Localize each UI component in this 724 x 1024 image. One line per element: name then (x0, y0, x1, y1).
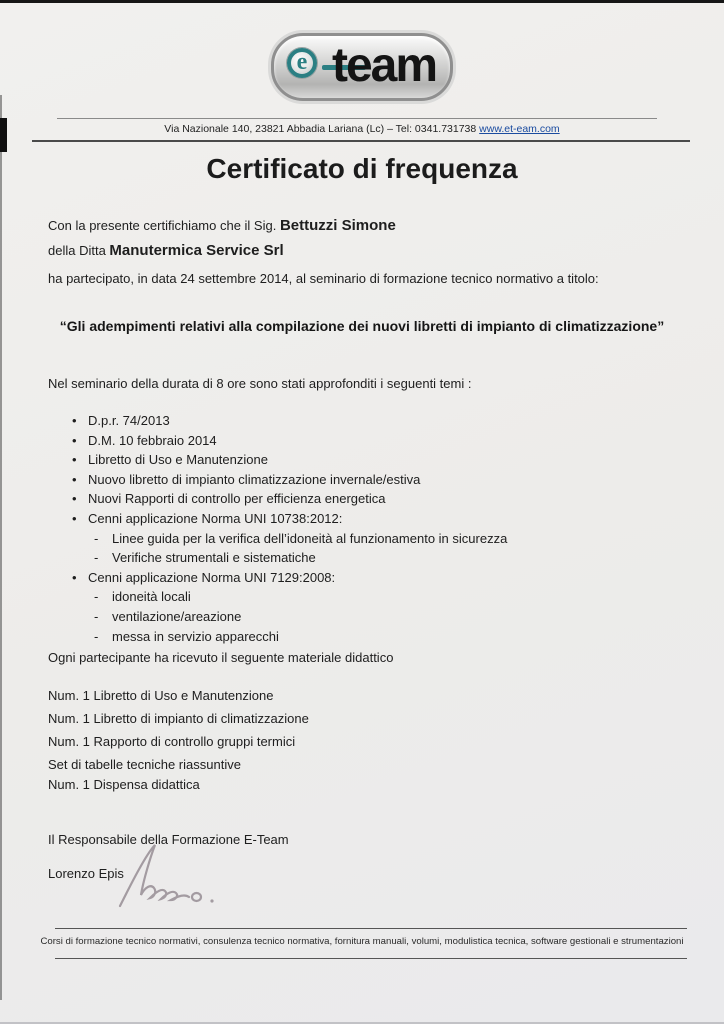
logo-wordmark: team (332, 39, 437, 92)
footer-rule-bottom (55, 958, 687, 959)
list-subitem (48, 587, 668, 607)
intro-line1: Con la presente certifichiamo che il Sig. (48, 218, 280, 233)
bullet-icon: • (72, 510, 77, 526)
topic-label: Cenni applicazione Norma UNI 10738:2012: (88, 510, 343, 526)
topics-intro: Nel seminario della durata di 8 ore sono stati approfonditi i seguenti temi : (48, 376, 472, 391)
topic-label: Cenni applicazione Norma UNI 7129:2008: (88, 569, 336, 585)
topic-label: D.M. 10 febbraio 2014 (88, 432, 217, 448)
certificate-title: Certificato di frequenza (206, 153, 518, 184)
intro-line2: della Ditta (48, 243, 110, 258)
list-item (48, 431, 668, 451)
list-item (48, 450, 668, 470)
bullet-icon: • (72, 491, 77, 507)
list-subitem (48, 548, 668, 568)
list-subitem (48, 607, 668, 627)
subtopic-label: idoneità locali (112, 589, 191, 605)
dash-icon: - (94, 550, 99, 566)
signatory-role: Il Responsabile della Formazione E-Team (48, 832, 289, 847)
bullet-icon: • (72, 413, 77, 428)
dash-icon: - (94, 530, 99, 546)
subtopic-label: Linee guida per la verifica dell’idoneità al funzionamento in sicurezza (112, 530, 508, 546)
seminar-title: “Gli adempimenti relativi alla compilazione dei nuovi libretti di impianto di climatizzazione” (59, 318, 665, 334)
footer-services: Corsi di formazione tecnico normativi, consulenza tecnico normativa, fornitura manuali, volumi, modulistica tecnica, software gestionali e strumentazioni (40, 936, 684, 947)
subtopic-label: messa in servizio apparecchi (112, 628, 279, 644)
material-item: Num. 1 Dispensa didattica (48, 777, 200, 792)
material-item: Num. 1 Libretto di Uso e Manutenzione (48, 688, 274, 703)
topic-label: D.p.r. 74/2013 (88, 413, 170, 428)
scan-edge-left (0, 95, 2, 1000)
website-link[interactable]: www.et-eam.com (479, 123, 560, 135)
dash-icon: - (94, 628, 99, 644)
intro-paragraph (48, 213, 396, 263)
company-address (0, 123, 724, 135)
list-subitem (48, 529, 668, 549)
bullet-icon: • (72, 471, 77, 487)
subtopic-label: ventilazione/areazione (112, 608, 242, 624)
materials-intro: Ogni partecipante ha ricevuto il seguente materiale didattico (48, 650, 394, 665)
company-name: Manutermica Service Srl (109, 242, 284, 259)
list-subitem (48, 627, 668, 647)
participation-line: ha partecipato, in data 24 settembre 2014, al seminario di formazione tecnico normativo a titolo: (48, 271, 599, 286)
logo-e-icon: e (287, 48, 317, 78)
list-item (48, 411, 668, 431)
material-item: Num. 1 Rapporto di controllo gruppi termici (48, 734, 296, 749)
footer-rule-top (55, 928, 687, 929)
bullet-icon: • (72, 432, 77, 448)
scan-edge-top (0, 0, 724, 3)
topic-label: Nuovo libretto di impianto climatizzazione invernale/estiva (88, 471, 421, 487)
dash-icon: - (94, 608, 99, 624)
topic-label: Libretto di Uso e Manutenzione (88, 452, 268, 468)
topics-list (48, 411, 668, 646)
signatory-name: Lorenzo Epis (48, 866, 124, 881)
bullet-icon: • (72, 452, 77, 468)
bullet-icon: • (72, 569, 77, 585)
list-item (48, 509, 668, 529)
topic-label: Nuovi Rapporti di controllo per efficienza energetica (88, 491, 386, 507)
material-item: Set di tabelle tecniche riassuntive (48, 757, 241, 772)
header-rule-top (57, 118, 657, 119)
material-item: Num. 1 Libretto di impianto di climatizzazione (48, 711, 309, 726)
eteam-logo (271, 33, 453, 101)
list-item (48, 470, 668, 490)
handwritten-signature (112, 840, 232, 910)
list-item (48, 568, 668, 588)
participant-name: Bettuzzi Simone (279, 217, 396, 234)
address-text: Via Nazionale 140, 23821 Abbadia Lariana (Lc) – Tel: 0341.731738 (164, 123, 480, 135)
dash-icon: - (94, 589, 99, 605)
list-item (48, 489, 668, 509)
subtopic-label: Verifiche strumentali e sistematiche (112, 550, 316, 566)
header-rule-bottom (32, 140, 690, 142)
